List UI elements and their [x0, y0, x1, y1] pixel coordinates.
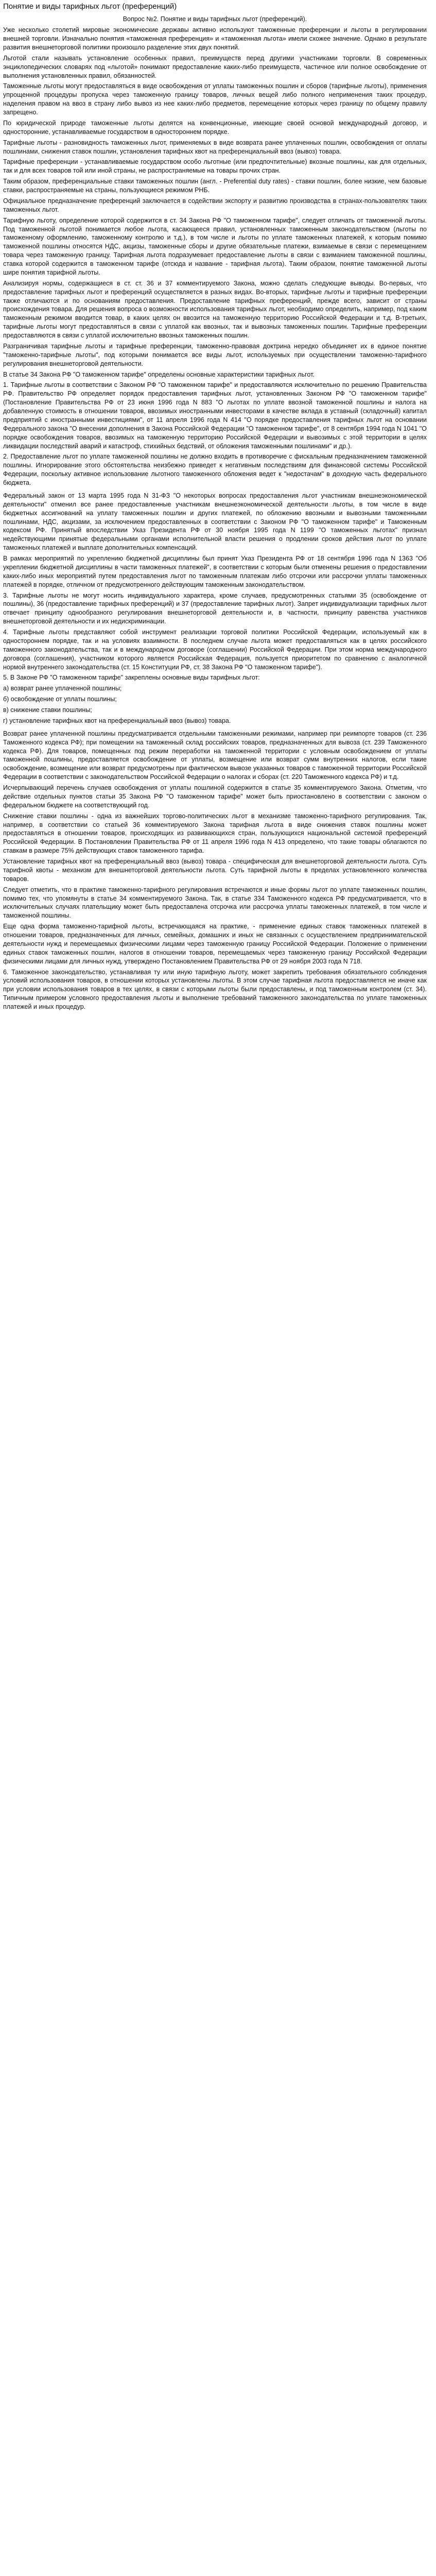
paragraph: В рамках мероприятий по укреплению бюджетной дисциплины был принят Указ Президента РФ от 18 сентября 1996 года N 1363 "Об укреплении бюджетной дисциплины в части таможенных платежей", в соответствии с которым были отменены решения о предоставлении каких-либо иных мероприятий путем предоставления льгот по таможенным платежам либо отсрочки или рассрочки уплаты таможенных платежей в порядке, отличном от предусмотренного действующим таможенным законодательством.: [3, 555, 427, 588]
paragraph: а) возврат ранее уплаченной пошлины;: [3, 685, 122, 692]
paragraph: Еще одна форма таможенно-тарифной льготы, встречающаяся на практике, - применение единых ставок таможенных платежей в отношении товаров, предназначенных для личных, семейных, домашних и иных не связанных с осуществлением предпринимательской деятельности нужд и перемещаемых физическими лицами через таможенную границу Российской Федерации. Положение о применении единых ставок таможенных пошлин, налогов в отношении товаров, перемещаемых через таможенную границу Российской Федерации физическими лицами для личных нужд, утверждено Постановлением Правительства РФ от 29 ноября 2003 года N 718.: [3, 923, 427, 965]
document-body: [3, 26, 427, 1011]
paragraph: Исчерпывающий перечень случаев освобождения от уплаты пошлиной содержится в статье 35 комментируемого Закона. Отметим, что действие отдельных пунктов статьи 35 Закона РФ "О таможенном тарифе" может быть приостановлено в соответствии с законом о федеральном бюджете на соответствующий год.: [3, 784, 427, 809]
paragraph: 2. Предоставление льгот по уплате таможенной пошлины не должно входить в противоречие с фискальным предназначением таможенной пошлины. Игнорирование этого обстоятельства неизбежно приведет к негативным последствиям для финансовой системы Российской Федерации, поскольку активное использование льготного таможенного обложения ведет к "недостачам" в доходную часть федерального бюджета.: [3, 453, 427, 486]
paragraph: Льготой стали называть установление особенных правил, преимуществ перед другими участниками торговли. В современных энциклопедических словарях под «льготой» понимают предоставление каких-либо преимуществ, частичное или полное освобождение от выполнения установленных правил, обязанностей.: [3, 54, 427, 79]
paragraph: Возврат ранее уплаченной пошлины предусматривается отдельными таможенными режимами, например при реимпорте товаров (ст. 236 Таможенного кодекса РФ); при помещении на таможенный склад российских товаров, предназначенных для вывоза (ст. 239 Таможенного кодекса РФ). Для товаров, помещенных под режим переработки на таможенной территории с условным освобождением от уплаты таможенной пошлины, предоставляется освобождение от уплаты, возмещение или возврат сумм внутренних налогов, если такие освобождение, возмещение или возврат предусмотрены при фактическом вывозе указанных товаров с таможенной территории Российской Федерации в соответствии с законодательством Российской Федерации о налогах и сборах (ст. 220 Таможенного кодекса РФ) и т.д.: [3, 730, 427, 781]
paragraph: 4. Тарифные льготы представляют собой инструмент реализации торговой политики Российской Федерации, используемый как в одностороннем порядке, так и на условиях взаимности. В последнем случае льгота может предоставляться как в целях российского таможенного законодательства, так и в международном договоре (соглашении) Российской Федерации. При этом норма международного договора (соглашения), участником которого является Российская Федерация, пользуется приоритетом по сравнению с аналогичной нормой внутреннего законодательства (ст. 15 Конституции РФ, ст. 38 Закона РФ "О таможенном тарифе").: [3, 629, 427, 671]
paragraph: 6. Таможенное законодательство, устанавливая ту или иную тарифную льготу, может закрепить требования обязательного соблюдения условий использования товаров, в отношении которых установлены льготы. В этом случае тарифная льгота предоставляется не иначе как при условии использования товаров в тех целях, в связи с которыми льготы были предоставлены, и под таможенным контролем (ст. 34). Типичным примером условного предоставления льготы и выполнение требований таможенного законодательства по уплате таможенных платежей и иных процедур.: [3, 968, 427, 1010]
paragraph: 5. В Законе РФ "О таможенном тарифе" закреплены основные виды тарифных льгот:: [3, 674, 260, 682]
paragraph: 3. Тарифные льготы не могут носить индивидуального характера, кроме случаев, предусмотренных статьями 35 (освобождение от пошлины), 36 (предоставление тарифных преференций) и 37 (предоставление тарифных льгот). Запрет индивидуализации тарифных льгот отвечает принципу однообразного регулирования внешнеторговой деятельности и, в частности, принципу равенства участников внешнеторговой деятельности и их недискриминации.: [3, 591, 427, 625]
document-page: [0, 0, 430, 1019]
paragraph: Следует отметить, что в практике таможенно-тарифного регулирования встречаются и иные формы льгот по уплате таможенных пошлин, помимо тех, что упомянуты в статье 34 комментируемого Закона. Так, в статье 334 Таможенного кодекса РФ предусматривается, что в исключительных случаях плательщику может быть предоставлена отсрочка или рассрочка уплаты таможенных платежей, в том числе и таможенной пошлины.: [3, 886, 427, 920]
paragraph: Таможенные льготы могут предоставляться в виде освобождения от уплаты таможенных пошлин и сборов (тарифные льготы), применения упрощенной процедуры пропуска через таможенную границу товаров, личных вещей либо полного неприменения таких процедур, наделения правом на ввоз в страну либо вывоз из нее каких-либо предметов, перемещение которых через границу по общему правилу запрещено.: [3, 82, 427, 116]
paragraph: По юридической природе таможенные льготы делятся на конвенционные, имеющие своей основой международный договор, и односторонние, устанавливаемые государством в одностороннем порядке.: [3, 119, 427, 135]
paragraph: б) освобождение от уплаты пошлины;: [3, 696, 117, 703]
paragraph: в) снижение ставки пошлины;: [3, 706, 92, 714]
paragraph: Уже несколько столетий мировые экономические державы активно используют таможенные преференции и льготы в регулировании внешней торговли. Изначально понятия «таможенная преференция» и «таможенная льгота» имели схожее значение. Однако в результате развития внешнеторговой политики произошло разделение этих двух понятий.: [3, 26, 427, 51]
paragraph: Установление тарифных квот на преференциальный ввоз (вывоз) товара - специфическая для внешнеторговой деятельности льгота. Суть тарифной квоты - механизм для внешнеторговой деятельности льгота. Суть тарифной льготы в пределах установленного количества товаров.: [3, 858, 427, 883]
paragraph: Официальное предназначение преференций заключается в содействии экспорту и развитию производства в странах-пользователях таких таможенных льгот.: [3, 197, 427, 213]
paragraph: г) установление тарифных квот на преференциальный ввоз (вывоз) товара.: [3, 717, 231, 724]
paragraph: Снижение ставки пошлины - одна из важнейших торгово-политических льгот в механизме таможенно-тарифного регулирования. Так, например, в соответствии со статьей 36 комментируемого Закона тарифная льгота в виде снижения ставок пошлины может предоставляться в отношении товаров, происходящих из развивающихся стран, пользующихся национальной системой преференций Российской Федерации. В Постановлении Правительства РФ от 11 апреля 1996 года N 413 определено, что такие товары облагаются по ставкам в размере 75% действующих ставок таможенного тарифа.: [3, 812, 427, 855]
paragraph: Таким образом, преференциальные ставки таможенных пошлин (англ. - Preferential duty rates) - ставки пошлин, более низкие, чем базовые ставки, распространяемые на страны, пользующиеся режимом РНБ.: [3, 178, 427, 194]
paragraph: Тарифную льготу, определение которой содержится в ст. 34 Закона РФ "О таможенном тарифе", следует отличать от таможенной льготы. Под таможенной льготой понимается любое льгота, касающееся правил, установленных таможенным законодательством (льготы по таможенному оформлению, таможенному контролю и т.д.), в том числе и льготы по уплате таможенных платежей, к которым помимо таможенной пошлины относятся НДС, акцизы, таможенные сборы и другие обязательные платежи, взимаемые в связи с перемещением товара через таможенную границу. Тарифная льгота подразумевает предоставление льготы в связи с взиманием таможенной пошлины, ставка которой содержится в таможенном тарифе (отсюда и название - тарифная льгота). Таким образом, понятие таможенной льготы шире понятия тарифной льготы.: [3, 216, 427, 276]
paragraph: Тарифные преференции - устанавливаемые государством особо льготные (или предпочтительные) вкозные пошлины, как для отдельных, так и для всех товаров той или иной страны, не распространяемые на товары прочих стран.: [3, 158, 427, 175]
question-subtitle: Вопрос №2. Понятие и виды тарифных льгот (преференций).: [123, 15, 307, 23]
paragraph: 1. Тарифные льготы в соответствии с Законом РФ "О таможенном тарифе" и предоставляются исключительно по решению Правительства РФ. Правительство РФ определяет порядок предоставления тарифных льгот, установленных Законом РФ "О таможенном тарифе" (Постановление Правительства РФ от 23 июня 1996 года N 883 "О льготах по уплате ввозной таможенной пошлины и налога на добавленную стоимость в отношении товаров, ввозимых иностранными инвесторами в качестве вклада в уставный (складочный) капитал предприятий с иностранными инвестициями", от 11 апреля 1996 года N 414 "О порядке предоставления тарифных льгот на основании Федерального закона "О внесении дополнения в Закона Российской Федерации "О таможенном тарифе", от 8 сентября 1994 года N 1041 "О порядке освобождения товаров, ввозимых на таможенную территорию Российской Федерации и вывозимых с этой территории в целях ликвидации последствий аварий и катастроф, стихийных бедствий, от обложения таможенными пошлинами" и др.).: [3, 381, 427, 450]
page-title: Понятие и виды тарифных льгот (преференций): [3, 2, 177, 11]
paragraph: В статье 34 Закона РФ "О таможенном тарифе" определены основные характеристики тарифных льгот.: [3, 370, 315, 378]
paragraph: Федеральный закон от 13 марта 1995 года N 31-ФЗ "О некоторых вопросах предоставления льгот участникам внешнеэкономической деятельности" отменил все ранее предоставленные участникам внешнеэкономической деятельности льготы, в том числе в виде бюджетных ассигнований на уплату таможенных пошлин и других платежей, по обложению ввозными и вывозными таможенными пошлинами, НДС, акцизами, за исключением предоставленных в соответствии с Законом РФ "О таможенном тарифе" и Таможенным кодексом РФ. Принятый впоследствии Указ Президента РФ от 30 ноября 1995 года N 1199 "О таможенных льготах" признал недействующими принятые федеральными органами исполнительной власти решения о продлении сроков действия льгот по уплате таможенных платежей и выплате дополнительных компенсаций.: [3, 492, 427, 552]
paragraph: Тарифные льготы - разновидность таможенных льгот, применяемых в виде возврата ранее уплаченных пошлин, освобождения от оплаты пошлинами, снижения ставок пошлин, установления тарифных квот на преференциальный ввоз (вывоз) товара.: [3, 139, 427, 155]
paragraph: Разграничивая тарифные льготы и тарифные преференции, таможенно-правовая доктрина нередко объединяет их в единое понятие "таможенно-тарифные льготы", под которыми понимается все виды льгот, используемых при осуществлении таможенно-тарифного регулирования внешнеторговой деятельности.: [3, 342, 427, 367]
paragraph: Анализируя нормы, содержащиеся в ст. ст. 36 и 37 комментируемого Закона, можно сделать следующие выводы. Во-первых, что предоставление тарифных льгот и преференций осуществляется в разных видах. Во-вторых, тарифные льготы и тарифные преференции также отличаются и по основаниям предоставления. Предоставление тарифных преференций, прежде всего, зависит от страны происхождения товара. Для решения вопроса о возможности использования тарифных льгот, необходимо определить, например, под каким таможенным режимом вводится товар, в каких целях он ввозится на таможенную территорию Российской Федерации и т.д. В-третьих, тарифные льготы могут предоставляться в связи с уплатой как ввозных, так и вывозных таможенных пошлин. Тарифные преференции предоставляются в связи с уплатой исключительно ввозных таможенных пошлин.: [3, 279, 427, 339]
